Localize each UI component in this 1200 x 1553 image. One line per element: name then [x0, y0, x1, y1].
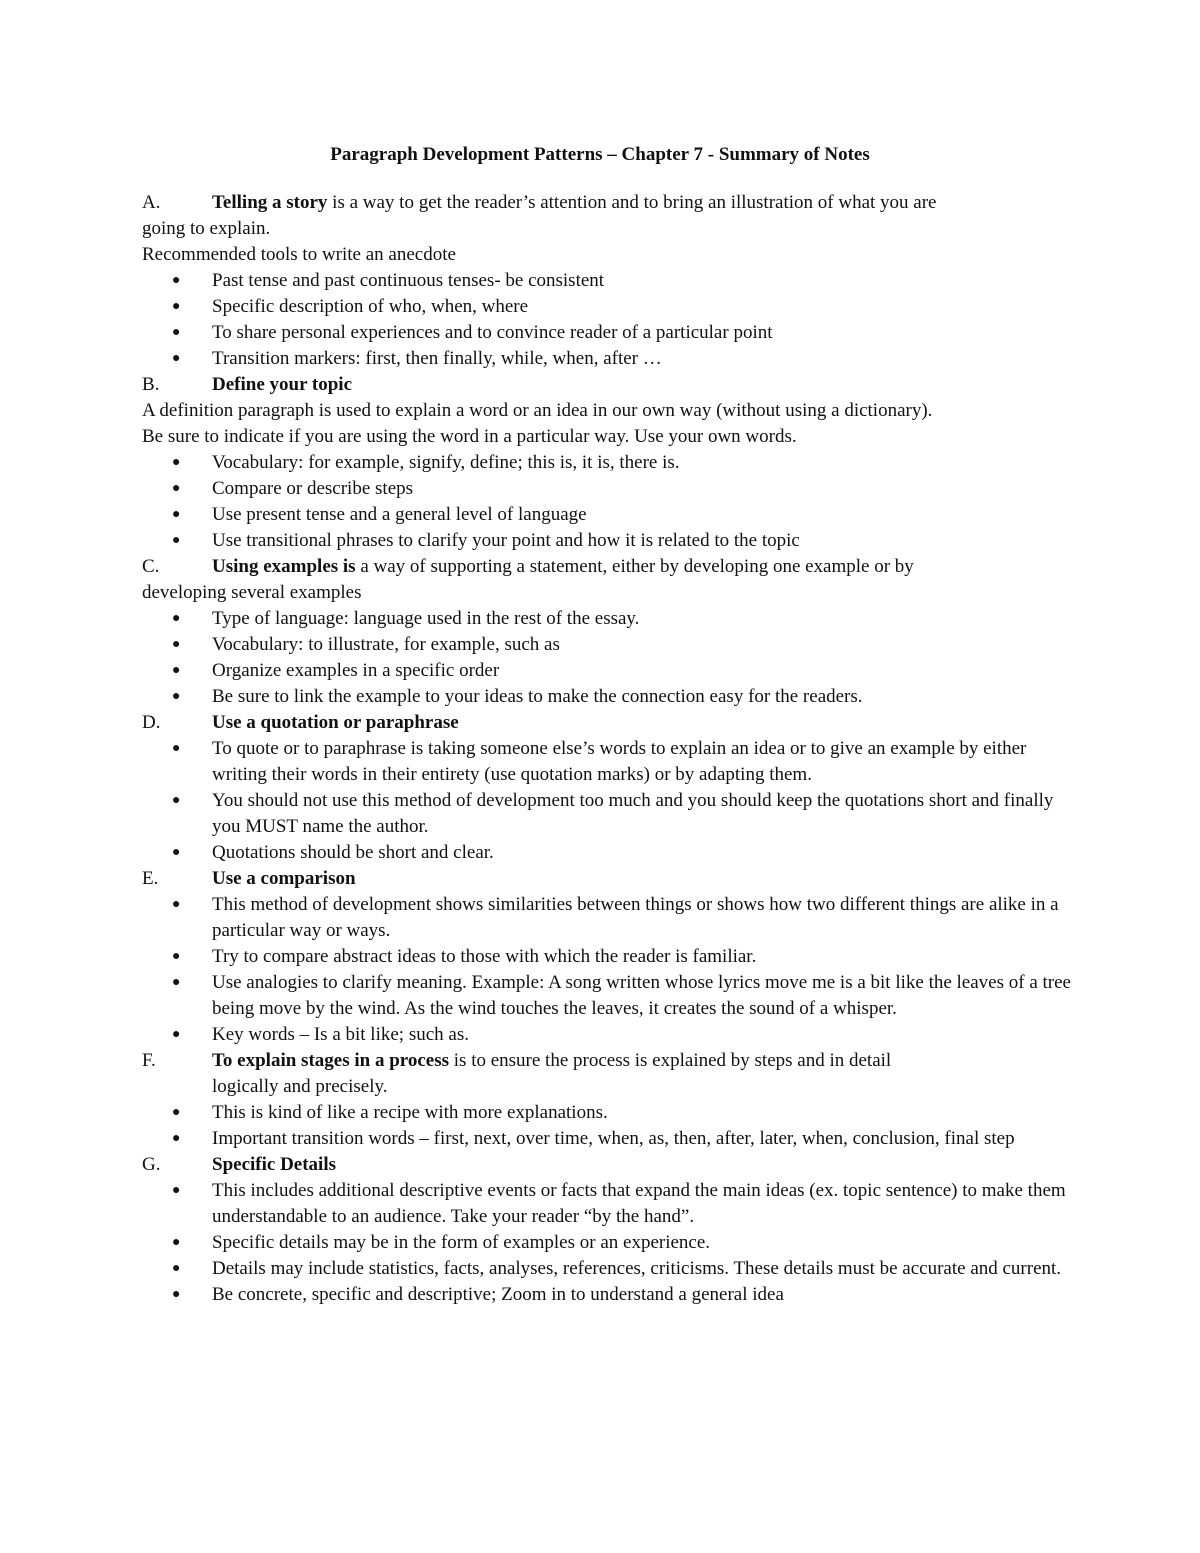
bullet-icon: ● — [172, 663, 181, 678]
section-e-heading-line — [142, 866, 1072, 892]
list-item: ● Key words – Is a bit like; such as. — [172, 1022, 1072, 1048]
bullet-icon: ● — [172, 897, 181, 912]
bullet-icon: ● — [172, 793, 181, 808]
bullet-icon: ● — [172, 1261, 181, 1276]
bullet-icon: ● — [172, 689, 181, 704]
section-a-heading-line — [142, 190, 1072, 216]
section-g-heading-line — [142, 1152, 1072, 1178]
section-letter: F. — [142, 1050, 156, 1071]
bullet-icon: ● — [172, 533, 181, 548]
list-item: ● Type of language: language used in the rest of the essay. — [172, 606, 1072, 632]
section-f-continuation: logically and precisely. — [212, 1076, 388, 1097]
list-item: ● Be concrete, specific and descriptive; Zoom in to understand a general idea — [172, 1282, 1072, 1308]
section-c-heading: Using examples is — [212, 556, 356, 577]
section-a-bullet-list — [142, 268, 1072, 372]
list-item: ● To share personal experiences and to convince reader of a particular point — [172, 320, 1072, 346]
list-item: ● To quote or to paraphrase is taking someone else’s words to explain an idea or to give an example by either writing their words in their entirety (use quotation marks) or by adapting them. — [172, 736, 1072, 788]
list-item: ● Details may include statistics, facts, analyses, references, criticisms. These details must be accurate and current. — [172, 1256, 1072, 1282]
bullet-icon: ● — [172, 325, 181, 340]
page-title: Paragraph Development Patterns – Chapter 7 - Summary of Notes — [330, 144, 870, 165]
list-item: ● Use analogies to clarify meaning. Example: A song written whose lyrics move me is a bit like the leaves of a tree being move by the wind. As the wind touches the leaves, it creates the sound of a whisper. — [172, 970, 1072, 1022]
bullet-icon: ● — [172, 1105, 181, 1120]
section-letter: D. — [142, 712, 161, 733]
bullet-icon: ● — [172, 299, 181, 314]
bullet-icon: ● — [172, 1131, 181, 1146]
bullet-icon: ● — [172, 351, 181, 366]
section-g-heading: Specific Details — [212, 1154, 337, 1175]
section-c-heading-line — [142, 554, 1072, 580]
section-a-intro: Recommended tools to write an anecdote — [142, 244, 456, 265]
section-a-text: is a way to get the reader’s attention and to bring an illustration of what you are — [327, 192, 937, 213]
section-e-heading: Use a comparison — [212, 868, 356, 889]
bullet-icon: ● — [172, 273, 181, 288]
bullet-icon: ● — [172, 1235, 181, 1250]
list-item: ● Past tense and past continuous tenses- be consistent — [172, 268, 1072, 294]
list-item: ● Specific details may be in the form of examples or an experience. — [172, 1230, 1072, 1256]
section-letter: B. — [142, 374, 160, 395]
list-item: ● Be sure to link the example to your ideas to make the connection easy for the readers. — [172, 684, 1072, 710]
section-letter: E. — [142, 868, 159, 889]
section-b-heading-line — [142, 372, 1072, 398]
list-item: ● Transition markers: first, then finally, while, when, after … — [172, 346, 1072, 372]
bullet-icon: ● — [172, 949, 181, 964]
notes-content — [142, 190, 1072, 1308]
list-item: ● Compare or describe steps — [172, 476, 1072, 502]
section-f-bullet-list — [142, 1100, 1072, 1152]
section-f-heading: To explain stages in a process — [212, 1050, 450, 1071]
section-b-bullet-list — [142, 450, 1072, 554]
list-item: ● This is kind of like a recipe with more explanations. — [172, 1100, 1072, 1126]
bullet-icon: ● — [172, 845, 181, 860]
bullet-icon: ● — [172, 975, 181, 990]
section-a-heading: Telling a story — [212, 192, 328, 213]
section-c-bullet-list — [142, 606, 1072, 710]
list-item: ● Specific description of who, when, where — [172, 294, 1072, 320]
bullet-icon: ● — [172, 481, 181, 496]
bullet-icon: ● — [172, 637, 181, 652]
list-item: ● Important transition words – first, next, over time, when, as, then, after, later, when, conclusion, final step — [172, 1126, 1072, 1152]
section-d-heading-line — [142, 710, 1072, 736]
list-item: ● Try to compare abstract ideas to those with which the reader is familiar. — [172, 944, 1072, 970]
section-letter: A. — [142, 192, 161, 213]
section-b-paragraph-2: Be sure to indicate if you are using the word in a particular way. Use your own words. — [142, 426, 797, 447]
list-item: ● This includes additional descriptive events or facts that expand the main ideas (ex. topic sentence) to make them understandable to an audience. Take your reader “by the hand”. — [172, 1178, 1072, 1230]
bullet-icon: ● — [172, 1183, 181, 1198]
list-item: ● Organize examples in a specific order — [172, 658, 1072, 684]
list-item: ● Vocabulary: to illustrate, for example, such as — [172, 632, 1072, 658]
section-c-continuation: developing several examples — [142, 582, 362, 603]
section-e-bullet-list — [142, 892, 1072, 1048]
list-item: ● Quotations should be short and clear. — [172, 840, 1072, 866]
section-f-heading-line — [142, 1048, 1072, 1074]
section-c-text: a way of supporting a statement, either by developing one example or by — [355, 556, 914, 577]
section-b-heading: Define your topic — [212, 374, 353, 395]
section-g-bullet-list — [142, 1178, 1072, 1308]
section-d-bullet-list — [142, 736, 1072, 866]
list-item: ● Use transitional phrases to clarify your point and how it is related to the topic — [172, 528, 1072, 554]
bullet-icon: ● — [172, 507, 181, 522]
section-d-heading: Use a quotation or paraphrase — [212, 712, 459, 733]
section-f-text: is to ensure the process is explained by steps and in detail — [449, 1050, 892, 1071]
section-a-continuation: going to explain. — [142, 218, 271, 239]
list-item: ● This method of development shows similarities between things or shows how two different things are alike in a particular way or ways. — [172, 892, 1072, 944]
section-letter: C. — [142, 556, 160, 577]
bullet-icon: ● — [172, 741, 181, 756]
section-b-paragraph-1: A definition paragraph is used to explain a word or an idea in our own way (without using a dictionary). — [142, 400, 933, 421]
bullet-icon: ● — [172, 1287, 181, 1302]
section-letter: G. — [142, 1154, 161, 1175]
list-item: ● Use present tense and a general level of language — [172, 502, 1072, 528]
list-item: ● You should not use this method of development too much and you should keep the quotations short and finally you MUST name the author. — [172, 788, 1072, 840]
list-item: ● Vocabulary: for example, signify, define; this is, it is, there is. — [172, 450, 1072, 476]
bullet-icon: ● — [172, 455, 181, 470]
bullet-icon: ● — [172, 611, 181, 626]
bullet-icon: ● — [172, 1027, 181, 1042]
